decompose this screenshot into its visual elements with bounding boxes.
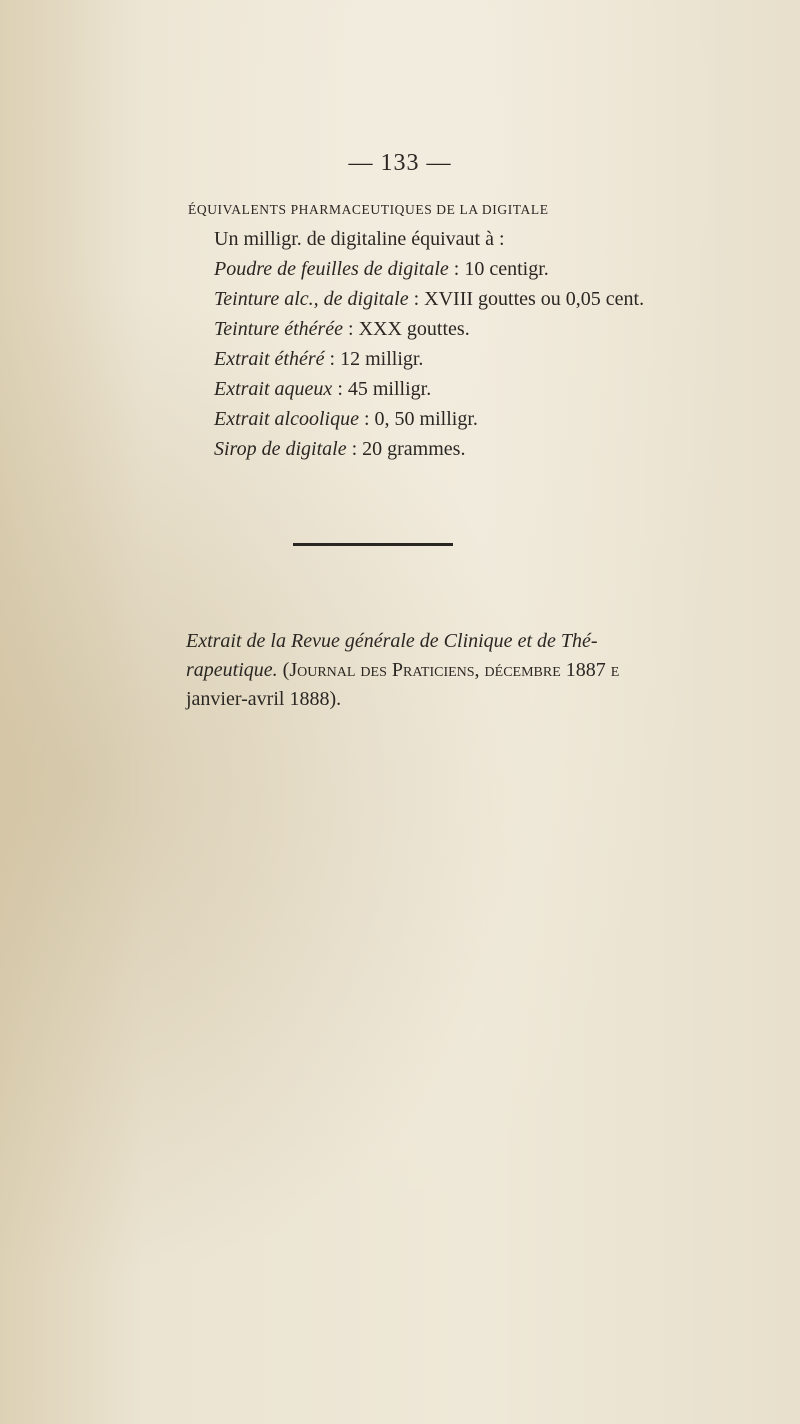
citation-line: [186, 630, 746, 653]
equivalent-label: Sirop de digitale: [214, 438, 347, 460]
citation-title-cont: rapeutique.: [186, 659, 278, 681]
equivalent-label: Teinture alc., de digitale: [214, 288, 409, 310]
equivalent-label: Extrait aqueux: [214, 378, 333, 400]
equivalent-value: : XXX gouttes.: [343, 318, 470, 340]
equivalent-line: [214, 258, 549, 281]
citation-line: [186, 688, 746, 711]
equivalent-line: [214, 378, 431, 401]
equivalent-value: : 0, 50 milligr.: [358, 408, 478, 430]
citation-line: [186, 659, 746, 682]
equivalent-line: [214, 318, 470, 341]
equivalent-value: : 20 grammes.: [346, 438, 466, 460]
equivalent-line: [214, 288, 644, 311]
equivalent-value: : XVIII gouttes ou 0,05 cent.: [408, 288, 645, 310]
page-number: — 133 —: [348, 150, 452, 176]
equivalent-value: : 10 centigr.: [448, 258, 549, 280]
equivalent-value: : 45 milligr.: [332, 378, 432, 400]
equivalent-label: Extrait alcoolique: [214, 408, 359, 430]
equivalent-label: Poudre de feuilles de digitale: [214, 258, 449, 280]
equivalent-line: [214, 348, 423, 371]
equivalent-label: Extrait éthéré: [214, 348, 325, 370]
section-heading: ÉQUIVALENTS PHARMACEUTIQUES DE LA DIGITALE: [188, 202, 549, 217]
separator-rule: [293, 543, 453, 546]
equivalent-line: [214, 408, 478, 431]
citation-title: Extrait de la Revue générale de Clinique et de Thé-: [186, 630, 598, 652]
citation-journal: (Journal des Praticiens, décembre 1887 e: [277, 659, 620, 681]
equivalent-label: Teinture éthérée: [214, 318, 344, 340]
intro-line: Un milligr. de digitaline équivaut à :: [214, 228, 505, 250]
equivalent-line: [214, 438, 465, 461]
citation-date: janvier-avril 1888).: [186, 688, 342, 710]
equivalent-value: : 12 milligr.: [324, 348, 424, 370]
